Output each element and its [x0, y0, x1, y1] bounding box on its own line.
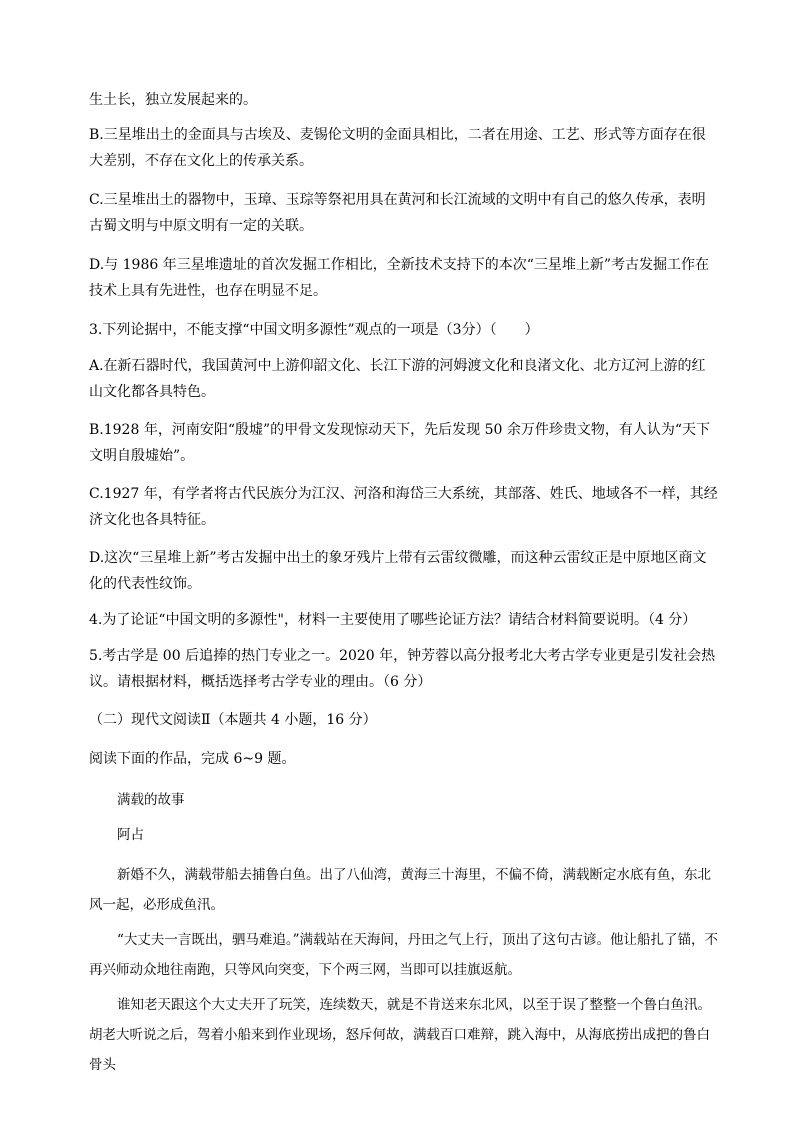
- story-paragraph-2: “大丈夫一言既出，驷马难追。”满载站在天海间，丹田之气上行，顶出了这句古谚。他让船扎了锚，不再兴师动众地往南跑，只等风向突变，下个两三网，当即可以挂旗返航。: [89, 932, 719, 978]
- q2-option-b: B.三星堆出土的金面具与古埃及、麦锡伦文明的金面具相比，二者在用途、工艺、形式等方面存在很大差别，不存在文化上的传承关系。: [89, 127, 706, 169]
- q4-question: 4.为了论证“中国文明的多源性"，材料一主要使用了哪些论证方法？请结合材料简要说明。（4 分）: [89, 612, 697, 628]
- q2-option-c: C.三星堆出土的器物中，玉璋、玉琮等祭祀用具在黄河和长江流域的文明中有自己的悠久传承，表明古蜀文明与中原文明有一定的关联。: [89, 192, 706, 234]
- story-title: 满载的故事: [117, 792, 185, 808]
- q5-question: 5.考古学是 00 后追捧的热门专业之一。2020 年，钟芳蓉以高分报考北大考古学专业更是引发社会热议。请根据材料，概括选择考古学专业的理由。（6 分）: [89, 648, 716, 690]
- reading-instruction: 阅读下面的作品，完成 6~9 题。: [89, 751, 296, 767]
- q3-option-d: D.这次“三星堆上新”考古发掘中出土的象牙残片上带有云雷纹微雕，而这种云雷纹正是中原地区商文化的代表性纹饰。: [89, 550, 707, 592]
- story-paragraph-1: 新婚不久，满载带船去捕鲁白鱼。出了八仙湾，黄海三十海里，不偏不倚，满载断定水底有鱼，东北风一起，必形成鱼汛。: [89, 867, 711, 913]
- q3-option-b: B.1928 年，河南安阳“殷墟”的甲骨文发现惊动天下，先后发现 50 余万件珍贵文物，有人认为“天下文明自殷墟始”。: [89, 422, 711, 464]
- q3-option-c: C.1927 年，有学者将古代民族分为江汉、河洛和海岱三大系统，其部落、姓氏、地域各不一样，其经济文化也各具特征。: [89, 486, 718, 528]
- story-author: 阿占: [117, 827, 144, 843]
- q2-option-d: D.与 1986 年三星堆遗址的首次发掘工作相比，全新技术支持下的本次“三星堆上新”考古发掘工作在技术上具有先进性，也存在明显不足。: [89, 257, 710, 299]
- q3-stem: 3.下列论据中，不能支撑“中国文明多源性”观点的一项是（3分）（ ）: [89, 322, 539, 338]
- q3-option-a: A.在新石器时代，我国黄河中上游仰韶文化、长江下游的河姆渡文化和良渚文化、北方辽河上游的红山文化都各具特色。: [89, 358, 706, 400]
- story-paragraph-3: 谁知老天跟这个大丈夫开了玩笑，连续数天，就是不肯送来东北风，以至于误了整整一个鲁白鱼汛。胡老大听说之后，驾着小船来到作业现场，怒斥何故，满载百口难辩，跳入海中，从海底捞出成把的鲁白骨头: [89, 997, 711, 1073]
- section-heading: （二）现代文阅读Ⅱ（本题共 4 小题，16 分）: [89, 712, 377, 728]
- continuation-text: 生土长，独立发展起来的。: [89, 92, 257, 108]
